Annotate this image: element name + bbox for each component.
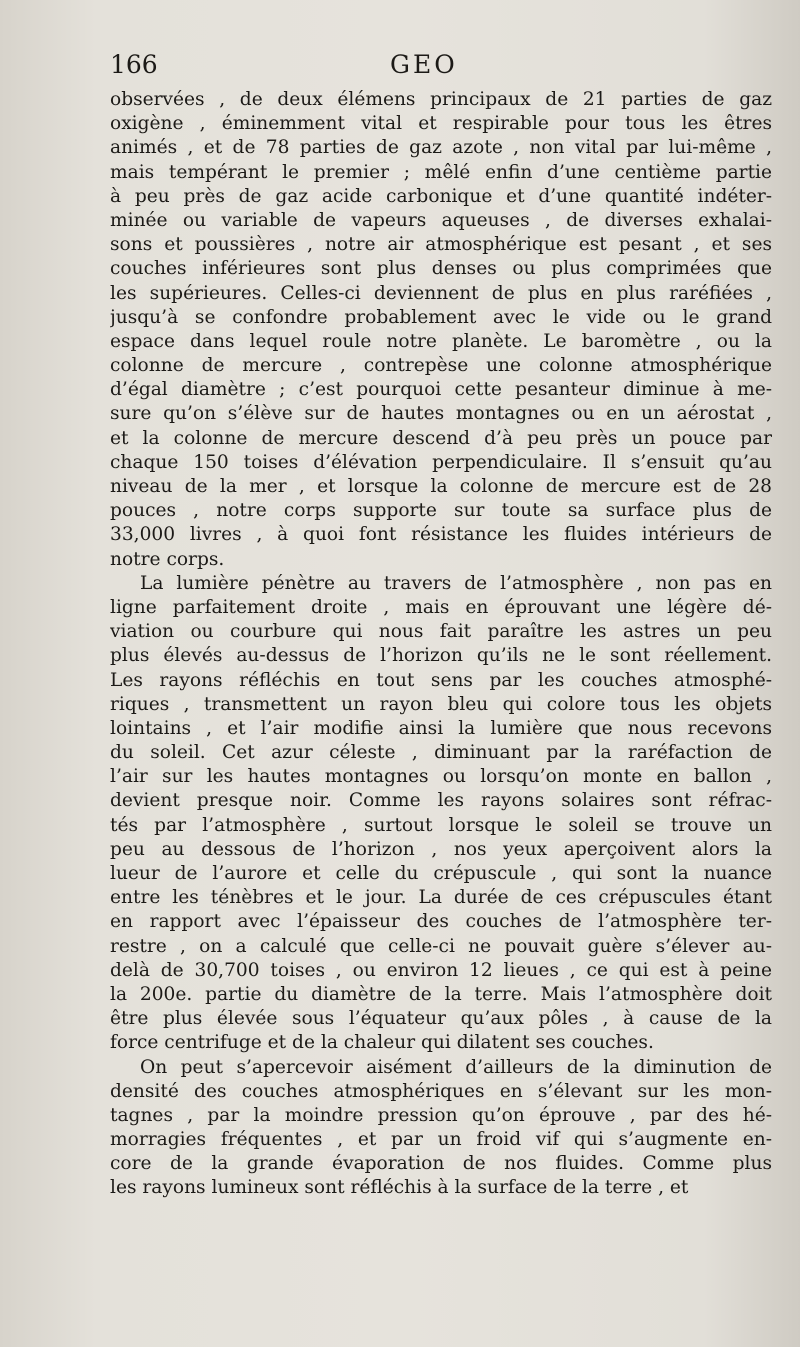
text-line: ligne parfaitement droite , mais en éprouvant une légère dé- <box>110 596 772 618</box>
text-line: chaque 150 toises d’élévation perpendiculaire. Il s’ensuit qu’au <box>110 451 772 473</box>
text-line: la 200e. partie du diamètre de la terre. Mais l’atmosphère doit <box>110 983 772 1005</box>
text-line: La lumière pénètre au travers de l’atmosphère , non pas en <box>140 572 772 594</box>
text-line: delà de 30,700 toises , ou environ 12 lieues , ce qui est à peine <box>110 959 772 981</box>
text-line: lointains , et l’air modifie ainsi la lumière que nous recevons <box>110 717 772 739</box>
text-line: niveau de la mer , et lorsque la colonne de mercure est de 28 <box>110 476 772 497</box>
text-line: restre , on a calculé que celle-ci ne pouvait guère s’élever au- <box>110 935 772 957</box>
text-line: Les rayons réfléchis en tout sens par les couches atmosphé- <box>110 669 772 691</box>
page-number: 166 <box>110 50 158 79</box>
text-line: pouces , notre corps supporte sur toute sa surface plus de <box>110 500 772 522</box>
text-line: On peut s’apercevoir aisément d’ailleurs de la diminution de <box>140 1056 772 1078</box>
text-line: les supérieures. Celles-ci deviennent de plus en plus raréfiées , <box>110 282 772 304</box>
text-line: sure qu’on s’élève sur de hautes montagnes ou en un aérostat , <box>110 403 772 425</box>
text-line: jusqu’à se confondre probablement avec le vide ou le grand <box>110 306 772 328</box>
text-line: colonne de mercure , contrepèse une colonne atmosphérique <box>110 355 772 377</box>
text-line: minée ou variable de vapeurs aqueuses , de diverses exhalai- <box>110 209 772 231</box>
text-line: peu au dessous de l’horizon , nos yeux aperçoivent alors la <box>110 838 772 860</box>
text-line: être plus élevée sous l’équateur qu’aux pôles , à cause de la <box>110 1008 772 1030</box>
text-line: densité des couches atmosphériques en s’élevant sur les mon- <box>110 1080 772 1102</box>
text-line: force centrifuge et de la chaleur qui dilatent ses couches. <box>110 1032 654 1054</box>
text-line: en rapport avec l’épaisseur des couches de l’atmosphère ter- <box>110 911 772 933</box>
text-line: animés , et de 78 parties de gaz azote , non vital par lui-même , <box>110 137 772 159</box>
text-line: tagnes , par la moindre pression qu’on éprouve , par des hé- <box>110 1104 772 1126</box>
text-line: mais tempérant le premier ; mêlé enfin d’une centième partie <box>110 161 772 183</box>
text-line: espace dans lequel roule notre planète. Le baromètre , ou la <box>110 330 772 352</box>
text-line: riques , transmettent un rayon bleu qui colore tous les objets <box>110 693 772 715</box>
text-line: et la colonne de mercure descend d’à peu près un pouce par <box>110 427 772 449</box>
text-line: les rayons lumineux sont réfléchis à la surface de la terre , et <box>110 1177 689 1199</box>
text-line: 33,000 livres , à quoi font résistance les fluides intérieurs de <box>110 524 772 546</box>
text-line: morragies fréquentes , et par un froid vif qui s’augmente en- <box>110 1129 772 1151</box>
text-line: sons et poussières , notre air atmosphérique est pesant , et ses <box>110 234 772 256</box>
text-line: devient presque noir. Comme les rayons solaires sont réfrac- <box>110 790 772 812</box>
running-title: GEO <box>390 50 458 79</box>
text-line: tés par l’atmosphère , surtout lorsque le soleil se trouve un <box>110 814 772 836</box>
text-line: couches inférieures sont plus denses ou plus comprimées que <box>110 258 772 280</box>
text-line: lueur de l’aurore et celle du crépuscule , qui sont la nuance <box>110 863 772 884</box>
text-line: entre les ténèbres et le jour. La durée de ces crépuscules étant <box>110 887 772 909</box>
text-line: observées , de deux élémens principaux de 21 parties de gaz <box>110 89 772 110</box>
page-header <box>110 50 770 84</box>
text-line: d’égal diamètre ; c’est pourquoi cette pesanteur diminue à me- <box>110 379 772 401</box>
text-line: du soleil. Cet azur céleste , diminuant par la raréfaction de <box>110 742 772 764</box>
text-line: à peu près de gaz acide carbonique et d’une quantité indéter- <box>110 185 772 207</box>
body-text <box>110 88 772 1201</box>
text-line: l’air sur les hautes montagnes ou lorsqu’on monte en ballon , <box>110 766 772 788</box>
text-line: plus élevés au-dessus de l’horizon qu’ils ne le sont réellement. <box>110 645 772 667</box>
text-line: core de la grande évaporation de nos fluides. Comme plus <box>110 1153 772 1175</box>
text-line: oxigène , éminemment vital et respirable pour tous les êtres <box>110 113 772 135</box>
text-line: notre corps. <box>110 548 225 570</box>
text-line: viation ou courbure qui nous fait paraître les astres un peu <box>110 621 772 643</box>
